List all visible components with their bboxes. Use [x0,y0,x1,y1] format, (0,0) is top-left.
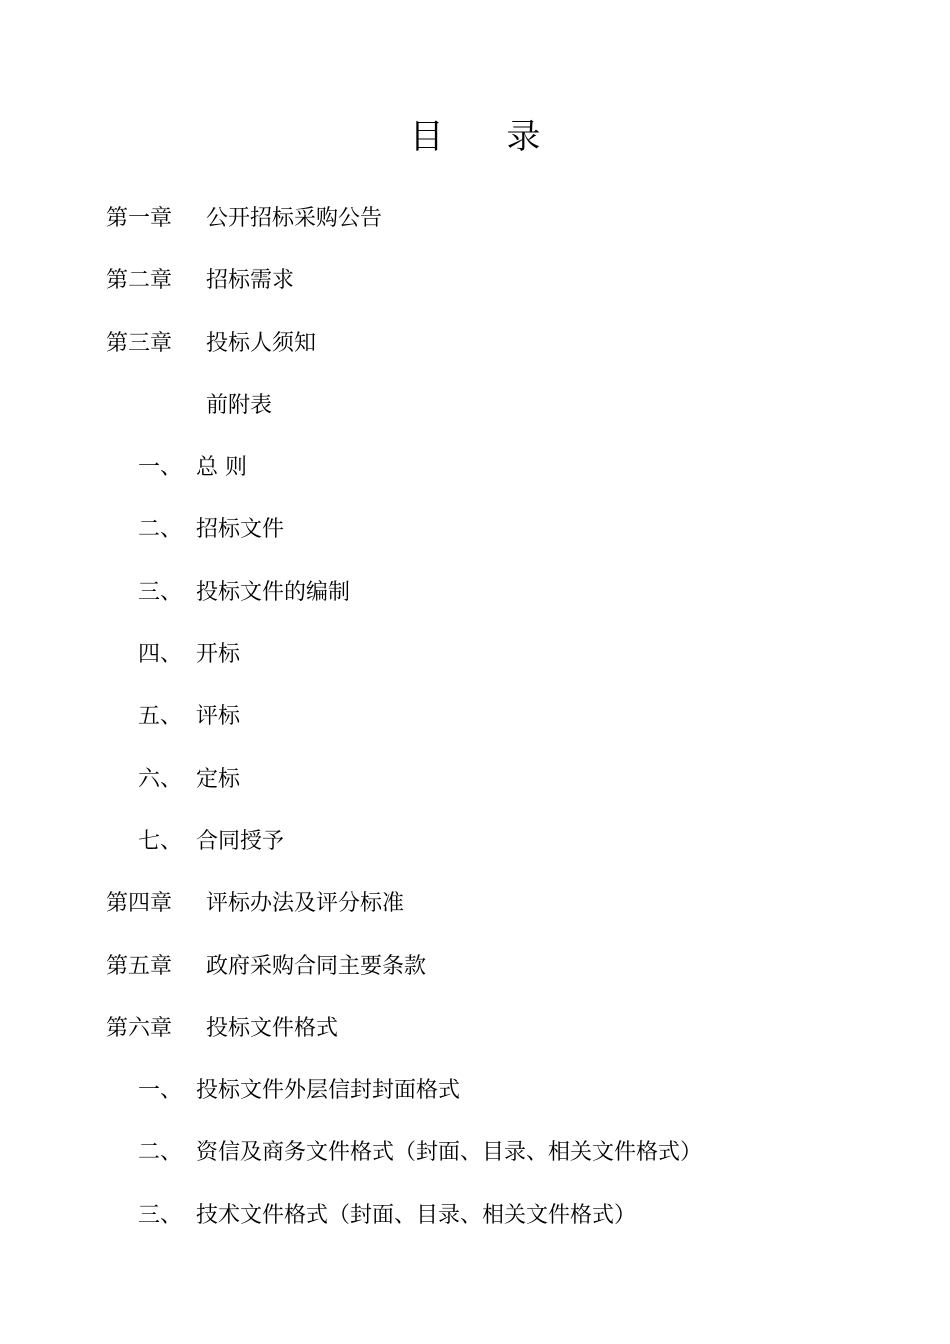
toc-item-number: 四、 [138,642,183,668]
toc-item-number: 一、 [138,455,183,481]
toc-item-label: 定标 [196,766,241,792]
toc-item-label: 招标需求 [206,268,295,294]
toc-item-label: 投标文件格式 [206,1015,339,1041]
toc-item-number: 第二章 [106,268,173,294]
toc-item-section-6-1[interactable] [106,1067,702,1129]
toc-item-label: 投标人须知 [206,330,317,356]
toc-item-chapter-6[interactable] [106,1005,702,1067]
toc-item-front-table[interactable] [106,382,702,444]
toc-item-number: 第六章 [106,1015,173,1041]
toc-item-number: 六、 [138,766,183,792]
toc-item-number: 三、 [138,1202,183,1228]
toc-item-number: 七、 [138,828,183,854]
toc-item-label: 合同授予 [196,828,285,854]
toc-item-section-6-3[interactable] [106,1192,702,1254]
toc-item-label: 资信及商务文件格式（封面、目录、相关文件格式） [196,1140,703,1166]
toc-item-chapter-4[interactable] [106,880,702,942]
page-title: 目 录 [409,117,567,157]
toc-item-chapter-5[interactable] [106,943,702,1005]
toc-item-number: 五、 [138,704,183,730]
toc-item-chapter-3[interactable] [106,320,702,382]
toc-item-number: 二、 [138,517,183,543]
toc-item-label: 总 则 [196,455,247,481]
toc-item-section-6-2[interactable] [106,1129,702,1191]
toc-item-section-3-6[interactable] [106,756,702,818]
toc-item-section-3-3[interactable] [106,569,702,631]
toc-item-label: 评标 [196,704,241,730]
toc-item-number: 第一章 [106,206,173,231]
toc-item-chapter-2[interactable] [106,257,702,319]
toc-item-number: 三、 [138,579,183,605]
toc-item-number: 第四章 [106,891,173,917]
toc-item-label: 公开招标采购公告 [206,206,383,231]
toc-item-section-3-7[interactable] [106,818,702,880]
toc-item-number: 第五章 [106,953,173,979]
toc-item-label: 政府采购合同主要条款 [206,953,427,979]
toc-item-section-3-1[interactable] [106,444,702,506]
toc-item-section-3-4[interactable] [106,631,702,693]
toc-item-label: 开标 [196,642,241,668]
toc-item-number: 一、 [138,1078,183,1104]
toc-item-section-3-2[interactable] [106,506,702,568]
toc-item-label: 招标文件 [196,517,285,543]
toc-item-chapter-1[interactable] [106,195,702,257]
toc-item-label: 投标文件的编制 [196,579,351,605]
toc-item-number: 第三章 [106,330,173,356]
toc-item-label: 技术文件格式（封面、目录、相关文件格式） [196,1202,637,1228]
toc-item-label: 评标办法及评分标准 [206,891,405,917]
toc-item-label: 前附表 [206,392,273,418]
toc-item-number: 二、 [138,1140,183,1166]
table-of-contents [106,195,702,1254]
toc-item-label: 投标文件外层信封封面格式 [196,1078,461,1104]
toc-item-section-3-5[interactable] [106,693,702,755]
